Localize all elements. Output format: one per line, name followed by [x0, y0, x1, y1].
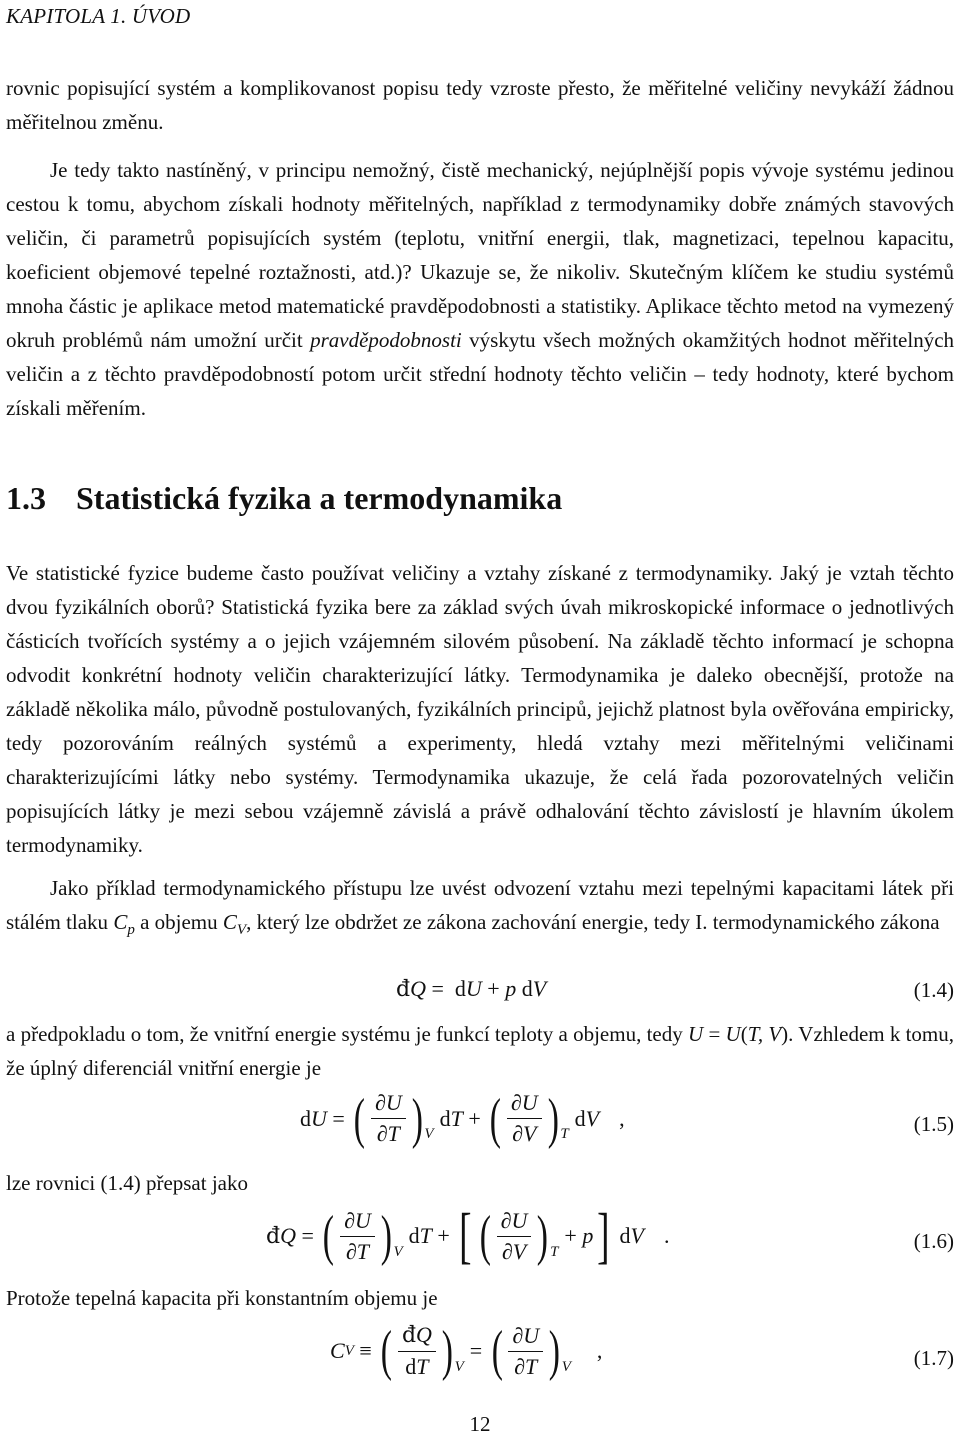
paragraph-5-text-b: . Vzhledem k tomu, že úplný diferenciál vnitřní energie je: [6, 1022, 955, 1080]
paragraph-4-text-c: , který lze obdržet ze zákona zachování energie, tedy I. termodynamického zákona: [246, 910, 940, 934]
equation-1-7: [0, 1322, 960, 1394]
equation-1-4-body: đ Q = d U + p d V: [396, 976, 547, 1002]
paragraph-heat-capacity-text: Protože tepelná kapacita při konstantním objemu je: [6, 1286, 438, 1310]
paragraph-2-text-a: Je tedy takto nastíněný, v principu nemožný, čistě mechanický, nejúplnější popis vývoje systému jedinou cestou k tomu, abychom získali hodnoty měřitelných, například z termodynamiky dobře známých stavových veličin, či parametrů popisujících systém (teplotu, vnitřní energii, tlak, magnetizaci, tepelnou kapacitu, koeficient objemové tepelné roztažnosti, atd.)? Ukazuje se, že nikoliv. Skutečným klíčem ke studiu systémů mnoha částic je aplikace metod matematické pravděpodobnosti a statistiky. Aplikace těchto metod na vymezený okruh problémů nám umožní určit: [6, 158, 954, 352]
paragraph-1: [6, 71, 954, 139]
equation-1-5-body: d U = ( $\frac{\partial U}{\partial T}$ ) V d T + ( $\frac{\partial U}{\partial V}$ ) T d V ,: [300, 1087, 625, 1150]
paragraph-heat-capacity: [6, 1281, 954, 1315]
page-number: 12: [469, 1412, 491, 1436]
equation-number-1-4: (1.4): [913, 978, 954, 1002]
paragraph-4-text-b: a objemu: [140, 910, 218, 934]
section-heading: [6, 480, 562, 517]
equation-number-1-7: (1.7): [913, 1346, 954, 1370]
equation-1-6-body: đ Q = ( $\frac{\partial U}{\partial T}$ ) V d T + [ ( $\frac{\partial U}{\partial V}$ ) T + p ] d V .: [266, 1202, 670, 1270]
equation-number-1-5: (1.5): [913, 1112, 954, 1136]
equation-number-1-6: (1.6): [913, 1229, 954, 1253]
emphasis-probability: pravděpodobnosti: [310, 328, 462, 352]
paragraph-rewrite-text: lze rovnici (1.4) přepsat jako: [6, 1171, 248, 1195]
math-cp: $C_p$: [113, 910, 135, 938]
equation-1-7-body: C V ≡ ( $\frac{đQ}{dT}$ ) V = ( $\frac{\partial U}{\partial T}$ ) V ,: [330, 1320, 603, 1382]
equation-1-6: [0, 1202, 960, 1277]
section-number: 1.3: [6, 480, 46, 516]
running-header: KAPITOLA 1. ÚVOD: [6, 4, 191, 28]
paragraph-1-text: rovnic popisující systém a komplikovanost popisu tedy vzroste přesto, že měřitelné veličiny nevykáží žádnou měřitelnou změnu.: [6, 76, 954, 134]
equation-1-5: [0, 1087, 960, 1160]
paragraph-5: a předpokladu o tom, že vnitřní energie systému je funkcí teploty a objemu, tedy U = U(T, V). Vzhledem k tomu, že úplný diferenciál vnitřní energie je: [6, 1022, 955, 1080]
paragraph-2: [6, 153, 954, 425]
math-u-function: U: [688, 1022, 704, 1046]
equation-1-4: [0, 962, 960, 1022]
paragraph-2-text-b: výskytu všech možných okamžitých hodnot měřitelných veličin a z těchto pravděpodobností potom určit střední hodnoty těchto veličin – tedy hodnoty, které bychom získali měřením.: [6, 328, 955, 420]
paragraph-4: [6, 871, 954, 947]
paragraph-4-text-a: Jako příklad termodynamického přístupu lze uvést odvození vztahu mezi tepelnými kapacitami látek při stálém tlaku: [6, 876, 954, 934]
paragraph-3-text: Ve statistické fyzice budeme často používat veličiny a vztahy získané z termodynamiky. Jaký je vztah těchto dvou fyzikálních oborů? Statistická fyzika bere za základ svých úvah mikroskopické informace o jednotlivých částicích tvořících systémy a o jejich vzájemném silovém působení. Na základě těchto informací je schopna odvodit konkrétní hodnoty veličin charakterizující látky. Termodynamika je daleko obecnější, protože na základě několika málo, původně postulovaných, fyzikálních principů, jejichž platnost byla ověřována empiricky, tedy pozorováním reálných systémů a experimenty, hledá vztahy mezi měřitelnými veličinami charakterizujícími látky nebo systémy. Termodynamika ukazuje, že celá řada pozorovatelných veličin popisujících látky je mezi sebou vzájemně závislá a právě odhalování těchto závislostí je hlavním úkolem termodynamiky.: [6, 561, 954, 857]
paragraph-rewrite: [6, 1166, 954, 1200]
paragraph-3: [6, 556, 954, 862]
math-cv: $C_V$: [222, 910, 247, 938]
section-title: Statistická fyzika a termodynamika: [76, 480, 563, 516]
paragraph-5-text-a: a předpokladu o tom, že vnitřní energie systému je funkcí teploty a objemu, tedy: [6, 1022, 683, 1046]
